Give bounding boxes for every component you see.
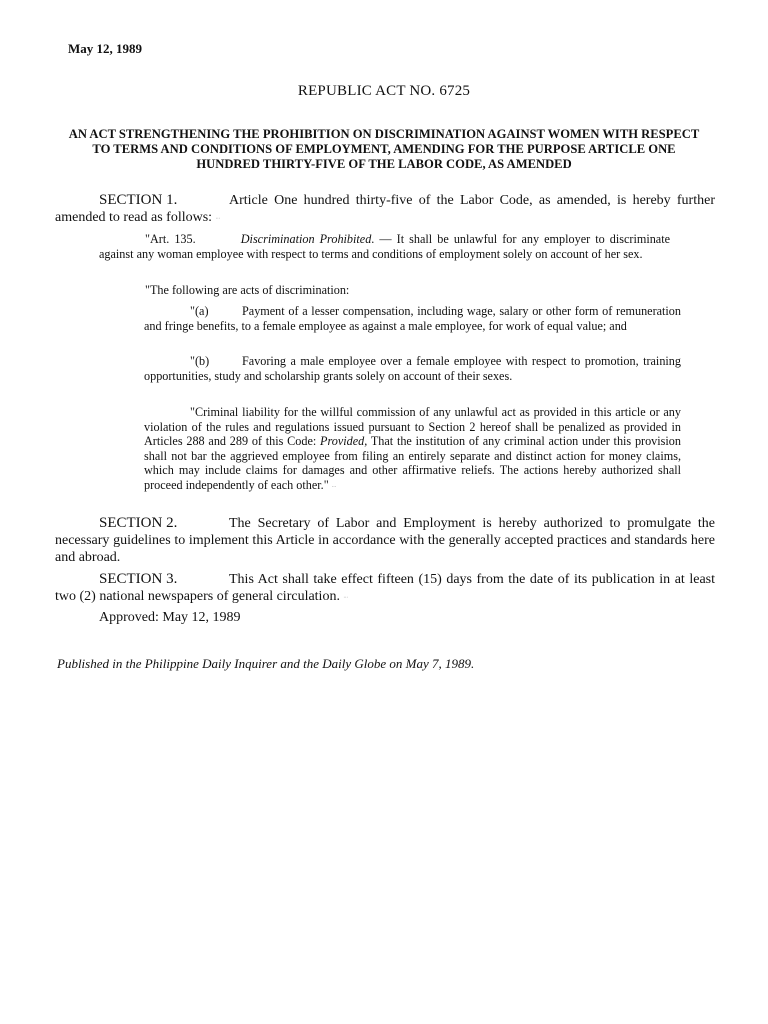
ellipsis-marker: ...	[215, 214, 221, 221]
item-b-mark: "(b)	[190, 354, 210, 368]
document-date: May 12, 1989	[68, 41, 143, 56]
section-2	[55, 515, 715, 566]
acts-intro-text: "The following are acts of discrimination:	[145, 283, 350, 297]
act-title: AN ACT STRENGTHENING THE PROHIBITION ON DISCRIMINATION AGAINST WOMEN WITH RESPECT TO TERMS AND CONDITIONS OF EMPLOYMENT, AMENDING FOR THE PURPOSE ARTICLE ONE HUNDRED THIRTY-FIVE OF THE LABOR CODE, AS AMENDED	[68, 127, 700, 171]
item-b-text: Favoring a male employee over a female employee with respect to promotion, training opportunities, study and scholarship grants solely on account of their sexes.	[144, 354, 681, 383]
item-a-mark: "(a)	[190, 304, 209, 318]
acts-intro-paragraph	[99, 283, 670, 298]
provided-term: Provided,	[320, 434, 368, 448]
article-caption: Discrimination Prohibited	[240, 232, 372, 246]
article-135-paragraph	[99, 232, 670, 261]
article-135-text: . — It shall be unlawful for any employer to discriminate against any woman employee with respect to terms and conditions of employment solely on account of her sex.	[99, 232, 671, 261]
publication-note: Published in the Philippine Daily Inquirer and the Daily Globe on May 7, 1989.	[57, 656, 475, 671]
ellipsis-marker: ...	[343, 593, 348, 600]
approved-line: Approved: May 12, 1989	[99, 610, 241, 625]
item-a-text: Payment of a lesser compensation, including wage, salary or other form of remuneration and fringe benefits, to a female employee as against a male employee, for work of equal value; and	[144, 304, 681, 333]
criminal-text-before: "Criminal liability for the willful commission of any unlawful act as provided in this article or any violation of the rules and regulations issued pursuant to Section 2 hereof shall be penalized as provided in Articles 288 and 289 of this Code:	[144, 405, 681, 448]
section-1-text: Article One hundred thirty-five of the Labor Code, as amended, is hereby further amended to read as follows:	[55, 193, 715, 225]
act-number: REPUBLIC ACT NO. 6725	[297, 83, 471, 99]
ellipsis-marker: ...	[331, 482, 337, 489]
section-1-heading: SECTION 1.	[99, 192, 178, 208]
item-a-paragraph	[144, 304, 681, 333]
section-2-text: The Secretary of Labor and Employment is hereby authorized to promulgate the necessary guidelines to implement this Article in accordance with the generally accepted practices and standards here and abroad.	[55, 516, 715, 565]
item-b-paragraph	[144, 354, 681, 383]
section-1	[55, 192, 715, 226]
article-label: "Art. 135.	[145, 232, 196, 246]
section-3	[55, 571, 715, 605]
section-2-heading: SECTION 2.	[99, 515, 178, 531]
criminal-text-after: That the institution of any criminal action under this provision shall not bar the aggrieved employee from filing an entirely separate and distinct action for money claims, which may include claims for damages and other affirmative reliefs. The actions hereby authorized shall proceed independently of each other."	[144, 434, 681, 492]
criminal-liability-paragraph	[144, 405, 681, 493]
section-3-heading: SECTION 3.	[99, 571, 178, 587]
section-3-text: This Act shall take effect fifteen (15) days from the date of its publication in at least two (2) national newspapers of general circulation.	[55, 572, 715, 604]
